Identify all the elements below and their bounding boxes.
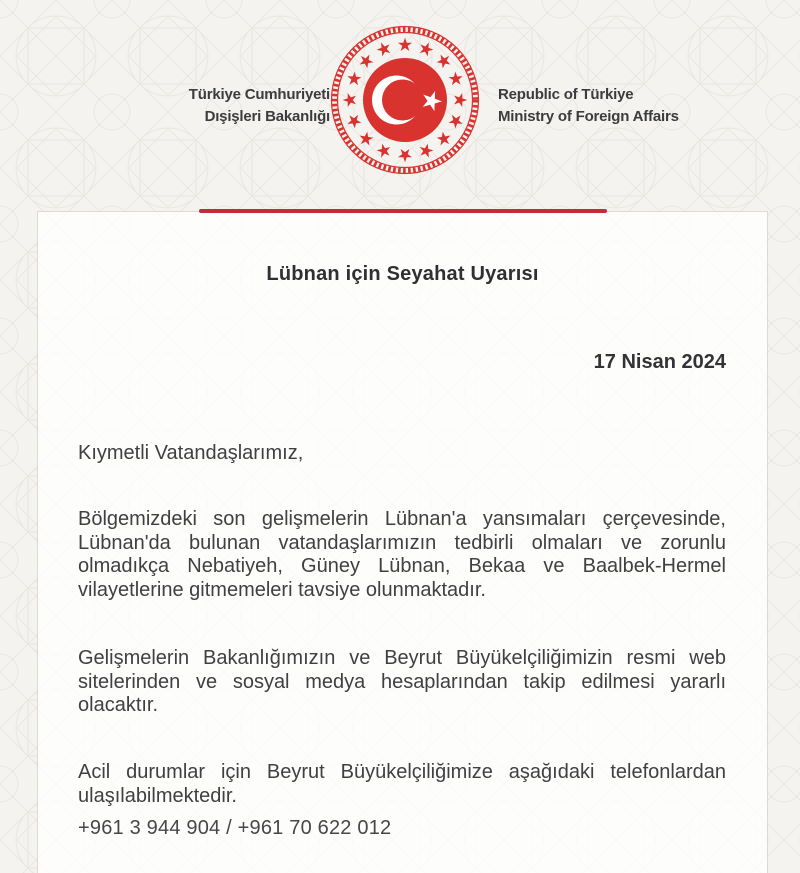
paragraph-line: olacaktır. xyxy=(78,694,159,716)
paragraph-line: vilayetlerine gitmemeleri tavsiye olunmaktadır. xyxy=(78,578,486,601)
ministry-name-turkish-line1: Türkiye Cumhuriyeti xyxy=(188,86,330,103)
paragraph-line: olmadıkça Nebatiyeh, Güney Lübnan, Bekaa ve Baalbek-Hermel xyxy=(78,555,726,577)
paragraph-advisory xyxy=(78,508,726,602)
ministry-name-english xyxy=(498,84,768,128)
paragraph-line: Gelişmelerin Bakanlığımızın ve Beyrut Büyükelçiliğimizin resmi web xyxy=(78,647,726,669)
paragraph-line: Acil durumlar için Beyrut Büyükelçiliğimize aşağıdaki telefonlardan xyxy=(78,761,726,783)
crescent-star xyxy=(363,58,447,142)
salutation: Kıymetli Vatandaşlarımız, xyxy=(78,442,304,464)
turkiye-mfa-emblem-icon xyxy=(330,25,480,175)
ministry-name-turkish-line2: Dışişleri Bakanlığı xyxy=(204,108,330,125)
document-panel xyxy=(37,211,768,873)
paragraph-follow-media xyxy=(78,647,726,718)
paragraph-line: sitelerinden ve sosyal medya hesaplarından takip edilmesi yararlı xyxy=(78,670,726,693)
paragraph-emergency-contact xyxy=(78,761,726,808)
ministry-name-english-line1: Republic of Türkiye xyxy=(498,86,634,103)
document-title: Lübnan için Seyahat Uyarısı xyxy=(266,263,539,285)
header-divider-rule xyxy=(199,209,607,213)
paragraph-line: ulaşılabilmektedir. xyxy=(78,784,237,807)
paragraph-line: Lübnan'da bulunan vatandaşlarımızın tedbirli olmaları ve zorunlu xyxy=(78,531,726,554)
ministry-name-english-line2: Ministry of Foreign Affairs xyxy=(498,108,679,125)
paragraph-line: Bölgemizdeki son gelişmelerin Lübnan'a yansımaları çerçevesinde, xyxy=(78,508,726,530)
phone-numbers: +961 3 944 904 / +961 70 622 012 xyxy=(78,817,392,839)
ministry-name-turkish xyxy=(30,84,330,128)
document-date: 17 Nisan 2024 xyxy=(593,351,726,373)
